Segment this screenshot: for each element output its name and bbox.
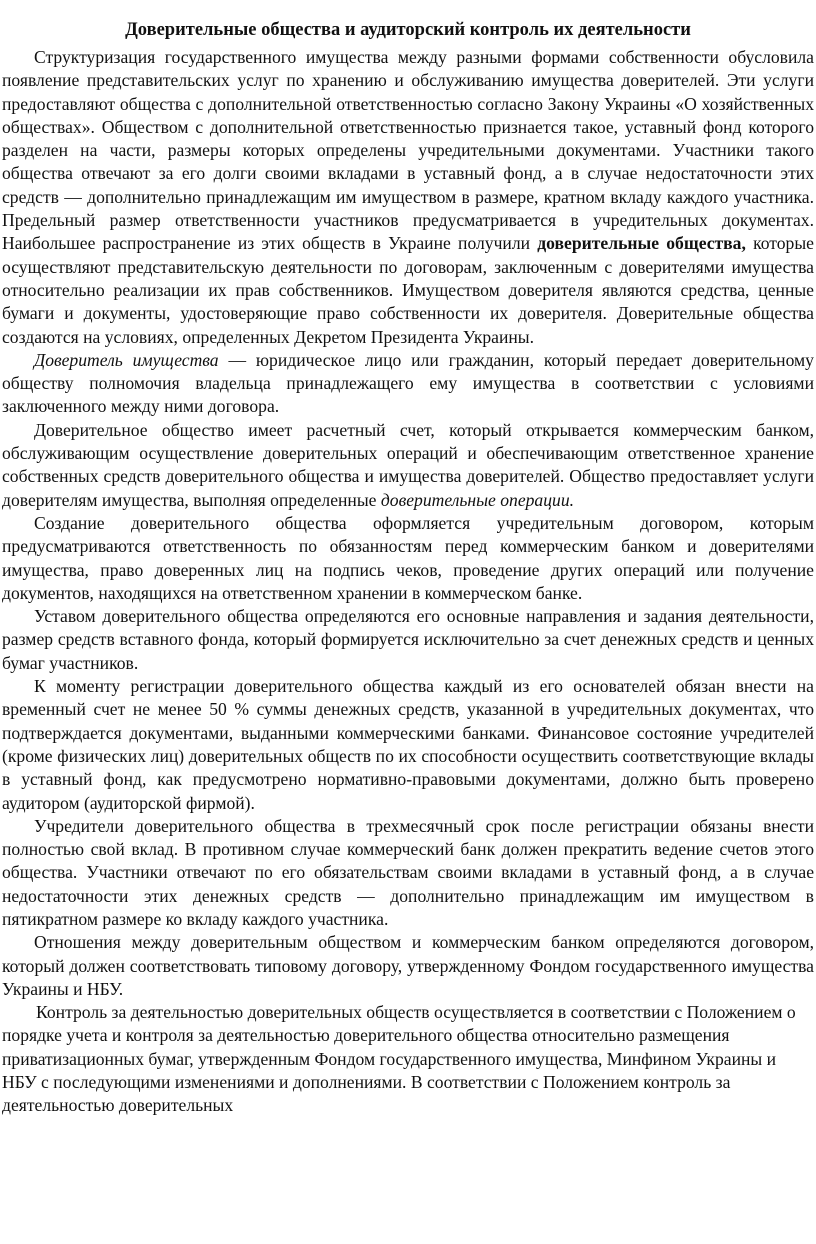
paragraph-founders-contribution: Учредители доверительного общества в трехмесячный срок после регистрации обязаны внести полностью свой вклад. В противном случае коммерческий банк должен прекратить ведение счетов этого общества. Участники отвечают по его обязательствам своими вкладами в уставный фонд, а в случае недостаточности этих денежных средств — дополнительно принадлежащим им имуществом в пятикратном размере ко вкладу каждого участника. bbox=[2, 815, 814, 929]
paragraph-text: — юридическое лицо или гражданин, который передает доверительному обществу полномочия владельца принадлежащего ему имущества в соответствии с условиями заключенного между ними договора. bbox=[2, 349, 814, 417]
paragraph-property-trustor bbox=[2, 349, 814, 419]
paragraph-registration: К моменту регистрации доверительного общества каждый из его основателей обязан внести на временный счет не менее 50 % суммы денежных средств, указанной в учредительных документах, что подтверждается документами, выданными коммерческими банками. Финансовое состояние учредителей (кроме физических лиц) доверительных обществ по их способности осуществить соответствующие вклады в уставный фонд, как предусмотрено нормативно-правовыми документами, должно быть проверено аудитором (аудиторской фирмой). bbox=[2, 676, 814, 813]
document-title: Доверительные общества и аудиторский контроль их деятельности bbox=[125, 20, 691, 40]
paragraph-bank-relations: Отношения между доверительным обществом и коммерческим банком определяются договором, который должен соответствовать типовому договору, утвержденному Фондом государственного имущества Украины и НБУ. bbox=[2, 932, 814, 999]
italic-term-trustor: Доверитель имущества bbox=[34, 349, 219, 370]
paragraph-structuring bbox=[2, 46, 814, 349]
italic-term-trust-operations: доверительные операции. bbox=[380, 489, 575, 510]
paragraph-text: которые осуществляют представительскую деятельности по договорам, заключенным с доверителями имущества относительно реализации их прав собственников. Имуществом доверителя являются средства, ценные бумаги и документы, удостоверяющие право собственности их доверителя. Доверительные общества создаются на условиях, определенных Декретом Президента Украины. bbox=[2, 233, 814, 347]
paragraph-settlement-account bbox=[2, 419, 814, 512]
paragraph-founding-agreement: Создание доверительного общества оформляется учредительным договором, которым предусматриваются ответственность по обязанностям перед коммерческим банком и доверителями имущества, право доверенных лиц на подпись чеков, проведение других операций или получение документов, находящихся на ответственном хранении в коммерческом банке. bbox=[2, 512, 814, 603]
paragraph-control: Контроль за деятельностью доверительных обществ осуществляется в соответствии с Положением о порядке учета и контроля за деятельностью доверительного общества относительно размещения приватизационных бумаг, утвержденным Фондом государственного имущества, Минфином Украины и НБУ с последующими изменениями и дополнениями. В соответствии с Положением контроль за деятельностью доверительных bbox=[2, 1002, 796, 1116]
paragraph-text: Доверительное общество имеет расчетный счет, который открывается коммерческим банком, обслуживающим осуществление доверительных операций и обеспечивающим ответственное хранение собственных средств доверительного общества и имущества доверителей. Общество предоставляет услуги доверителям имущества, выполняя определенные bbox=[2, 419, 814, 510]
paragraph-text: Структуризация государственного имущества между разными формами собственности обусловила появление представительских услуг по хранению и обслуживанию имущества доверителей. Эти услуги предоставляют общества с дополнительной ответственностью согласно Закону Украины «О хозяйственных обществах». Обществом с дополнительной ответственностью признается такое, уставный фонд которого разделен на части, размеры которых определены учредительными документами. Участники такого общества отвечают за его долги своими вкладами в уставный фонд, а в случае недостаточности этих средств — дополнительно принадлежащим им имуществом в размере, кратном вкладу каждого участника. Предельный размер ответственности участников предусматривается в учредительных документах. Наибольшее распространение из этих обществ в Украине получили bbox=[2, 47, 814, 254]
paragraph-charter: Уставом доверительного общества определяются его основные направления и задания деятельности, размер средств вставного фонда, который формируется исключительно за счет денежных средств и ценных бумаг участников. bbox=[2, 606, 814, 673]
bold-term-trust-companies: доверительные общества, bbox=[537, 233, 746, 254]
